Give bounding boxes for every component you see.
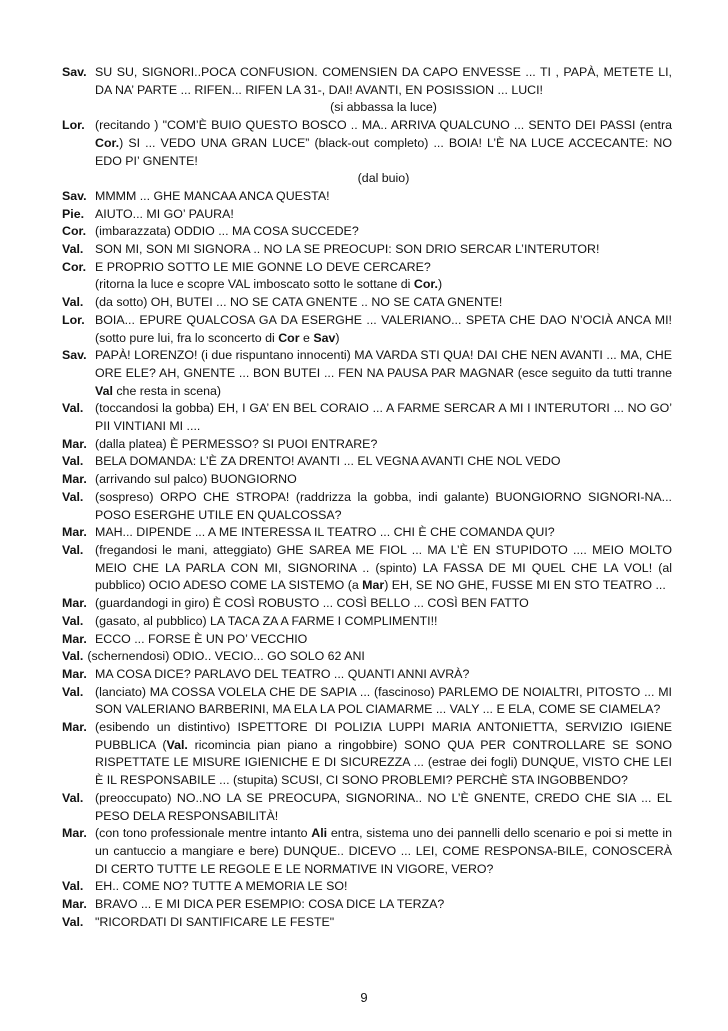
dialogue-line [62, 914, 672, 932]
speaker-label: Pie. [62, 206, 85, 221]
dialogue-line [62, 648, 672, 666]
line-text: (arrivando sul palco) BUONGIORNO [95, 472, 297, 487]
dialogue-line [62, 223, 672, 241]
line-text: EH.. COME NO? TUTTE A MEMORIA LE SO! [95, 879, 348, 894]
speaker-label: Val. [62, 489, 84, 504]
speaker-label: Mar. [62, 631, 87, 646]
line-text: ECCO ... FORSE È UN PO’ VECCHIO [95, 631, 308, 646]
character-ref: Mar [362, 578, 385, 593]
character-ref: Val [95, 383, 113, 398]
line-text: BRAVO ... E MI DICA PER ESEMPIO: COSA DICE LA TERZA? [95, 897, 445, 912]
dialogue-line [62, 489, 672, 524]
line-text: (imbarazzata) ODDIO ... MA COSA SUCCEDE? [95, 224, 359, 239]
speaker-label: Val. [62, 242, 84, 257]
speaker-label: Val. [62, 649, 84, 664]
line-text: E PROPRIO SOTTO LE MIE GONNE LO DEVE CERCARE? [95, 259, 431, 274]
line-text: (lanciato) MA COSSA VOLELA CHE DE SAPIA ... (fascinoso) PARLEMO DE NOIALTRI, PITOSTO ... MI SON VALERIANO BARBERINI, MA ELA LA POL CIAMARME ... VALY ... E ELA, COME SE CIAMELA? [95, 684, 672, 717]
line-text: entra, sistema uno dei pannelli dello scenario e poi si mette in un cantuccio a mangiare e bere) DUNQUE.. DICEVO ... LEI, COME RESPONSA-BILE, CONOSCERÀ DI CERTO TUTTE LE REGOLE E LE NORMATIVE IN VIGORE, VERO? [95, 826, 672, 876]
speaker-label: Val. [62, 454, 84, 469]
line-text: (toccandosi la gobba) EH, I GA’ EN BEL CORAIO ... A FARME SERCAR A MI I INTERUTORI ... NO GO’ PII VINTIANI MI .... [95, 401, 672, 434]
line-text: ) [438, 277, 443, 292]
dialogue-line [62, 64, 672, 99]
character-ref: Ali [311, 826, 328, 841]
line-text: (sospreso) ORPO CHE STROPA! (raddrizza la gobba, indi galante) BUONGIORNO SIGNORI-NA... POSO ESERGHE UTILE EN QUALCOSSA? [95, 489, 672, 522]
dialogue-line [62, 312, 672, 347]
dialogue-line [62, 471, 672, 489]
speaker-label: Mar. [62, 472, 87, 487]
speaker-label: Sav. [62, 65, 87, 79]
line-text: ) EH, SE NO GHE, FUSSE MI EN STO TEATRO ... [384, 578, 666, 593]
speaker-label: Lor. [62, 118, 85, 133]
dialogue-line [62, 400, 672, 435]
character-ref: Sav [313, 330, 336, 345]
speaker-label: Val. [62, 790, 84, 805]
dialogue-line [62, 347, 672, 400]
line-text: BELA DOMANDA: L’È ZA DRENTO! AVANTI ... EL VEGNA AVANTI CHE NOL VEDO [95, 454, 561, 469]
line-text: AIUTO... MI GO’ PAURA! [95, 206, 234, 221]
line-text: (da sotto) OH, BUTEI ... NO SE CATA GNENTE .. NO SE CATA GNENTE! [95, 295, 503, 310]
speaker-label: Val. [62, 879, 84, 894]
speaker-label: Val. [62, 295, 84, 310]
character-ref: Cor. [95, 135, 120, 150]
line-text: BOIA... EPURE QUALCOSA GA DA ESERGHE ... VALERIANO... SPETA CHE DAO N’OCIÀ ANCA MI! (sotto pure lui, fra lo sconcerto di [95, 312, 672, 345]
line-text: (schernendosi) ODIO.. VECIO... GO SOLO 62 ANI [87, 649, 365, 664]
line-text: MMMM ... GHE MANCAA ANCA QUESTA! [95, 188, 330, 203]
line-text: MAH... DIPENDE ... A ME INTERESSA IL TEATRO ... CHI È CHE COMANDA QUI? [95, 525, 555, 540]
line-text: (gasato, al pubblico) LA TACA ZA A FARME I COMPLIMENTI!! [95, 613, 438, 628]
line-text: (esibendo un distintivo) ISPETTORE DI POLIZIA LUPPI MARIA ANTONIETTA, SERVIZIO IGIENE PUBBLICA ( [95, 720, 672, 752]
line-text: (con tono professionale mentre intanto [95, 826, 312, 841]
line-text: (recitando ) "COM’È BUIO QUESTO BOSCO .. MA.. ARRIVA QUALCUNO ... SENTO DEI PASSI (entra [95, 118, 672, 133]
speaker-label: Mar. [62, 720, 87, 735]
line-text: ) SI ... VEDO UNA GRAN LUCE” (black-out completo) ... BOIA! L’È NA LUCE ACCECANTE: NO EDO PI’ GNENTE! [95, 135, 672, 168]
dialogue-line [62, 542, 672, 595]
line-text: (si abbassa la luce) [330, 100, 437, 115]
dialogue-line [62, 436, 672, 454]
line-text: ) [335, 330, 340, 345]
line-text: (dal buio) [357, 171, 410, 186]
line-text: PAPÀ! LORENZO! (i due rispuntano innocenti) MA VARDA STI QUA! DAI CHE NEN AVANTI ... MA, CHE ORE ELE? AH, GNENTE ... BON BUTEI ... FEN NA PAUSA PAR MAGNAR (esce seguito da tutti tranne [95, 348, 672, 380]
dialogue-line [62, 896, 672, 914]
script-body [62, 64, 672, 931]
speaker-label: Mar. [62, 897, 87, 912]
speaker-label: Sav. [62, 348, 87, 363]
line-text: SU SU, SIGNORI..POCA CONFUSION. COMENSIEN DA CAPO ENVESSE ... TI , PAPÀ, METETE LI, DA NA’ PARTE ... RIFEN... RIFEN LA 31-, DAI! AVANTI, EN POSISSION ... LUCI! [95, 65, 672, 97]
stage-direction [62, 99, 672, 117]
line-text: SON MI, SON MI SIGNORA .. NO LA SE PREOCUPI: SON DRIO SERCAR L’INTERUTOR! [95, 242, 600, 257]
dialogue-line [62, 878, 672, 896]
dialogue-line [62, 276, 672, 294]
speaker-label: Val. [62, 613, 84, 628]
line-text: MA COSA DICE? PARLAVO DEL TEATRO ... QUANTI ANNI AVRÀ? [95, 666, 470, 681]
speaker-label: Mar. [62, 826, 87, 841]
line-text: e [299, 330, 314, 345]
dialogue-line [62, 206, 672, 224]
speaker-label: Val. [62, 684, 84, 699]
dialogue-line [62, 719, 672, 790]
dialogue-line [62, 241, 672, 259]
page-number: 9 [360, 990, 368, 1005]
dialogue-line [62, 524, 672, 542]
dialogue-line [62, 825, 672, 878]
line-text: che resta in scena) [112, 383, 222, 398]
line-text: (fregandosi le mani, atteggiato) GHE SAREA ME FIOL ... MA L’È EN STUPIDOTO .... MEIO MOLTO MEIO CHE LA PARLA CON MI, SIGNORINA .. (spinto) LA FASSA DE MI QUEL CHE LA VOL! (al pubblico) OCIO ADESO COME LA SISTEMO (a [95, 542, 672, 593]
speaker-label: Cor. [62, 259, 87, 274]
line-text: "RICORDATI DI SANTIFICARE LE FESTE" [95, 914, 335, 929]
dialogue-line [62, 790, 672, 825]
dialogue-line [62, 595, 672, 613]
dialogue-line [62, 631, 672, 649]
speaker-label: Sav. [62, 188, 87, 203]
line-text: ricomincia pian piano a ringobbire) SONO QUA PER CONTROLLARE SE SONO RISPETTATE LE MISURE IGIENICHE E DI SICUREZZA ... (estrae dei fogli) DUNQUE, VISTO CHE LEI È IL RESPONSABILE ... (stupita) SCUSI, CI SONO PROBLEMI? PERCHÈ STA INGOBBENDO? [95, 737, 672, 788]
stage-direction [62, 170, 672, 188]
dialogue-line [62, 684, 672, 719]
dialogue-line [62, 666, 672, 684]
dialogue-line [62, 613, 672, 631]
dialogue-line [62, 259, 672, 277]
speaker-label: Val. [62, 542, 84, 557]
speaker-label: Mar. [62, 436, 87, 451]
line-text: (ritorna la luce e scopre VAL imboscato sotto le sottane di [95, 277, 414, 292]
speaker-label: Val. [62, 914, 84, 929]
speaker-label: Mar. [62, 525, 87, 540]
line-text: (dalla platea) È PERMESSO? SI PUOI ENTRARE? [95, 436, 378, 451]
dialogue-line [62, 453, 672, 471]
dialogue-line [62, 117, 672, 170]
character-ref: Val. [166, 737, 188, 752]
character-ref: Cor. [413, 277, 438, 292]
speaker-label: Cor. [62, 224, 87, 239]
character-ref: Cor [278, 330, 300, 345]
speaker-label: Val. [62, 401, 84, 416]
speaker-label: Mar. [62, 666, 87, 681]
line-text: (preoccupato) NO..NO LA SE PREOCUPA, SIGNORINA.. NO L’È GNENTE, CREDO CHE SIA ... EL PESO DELA RESPONSABILITÀ! [95, 790, 672, 823]
dialogue-line [62, 294, 672, 312]
line-text: (guardandogi in giro) È COSÌ ROBUSTO ... COSÌ BELLO ... COSÌ BEN FATTO [95, 596, 529, 611]
dialogue-line [62, 188, 672, 206]
speaker-label: Mar. [62, 596, 87, 611]
speaker-label: Lor. [62, 312, 85, 327]
